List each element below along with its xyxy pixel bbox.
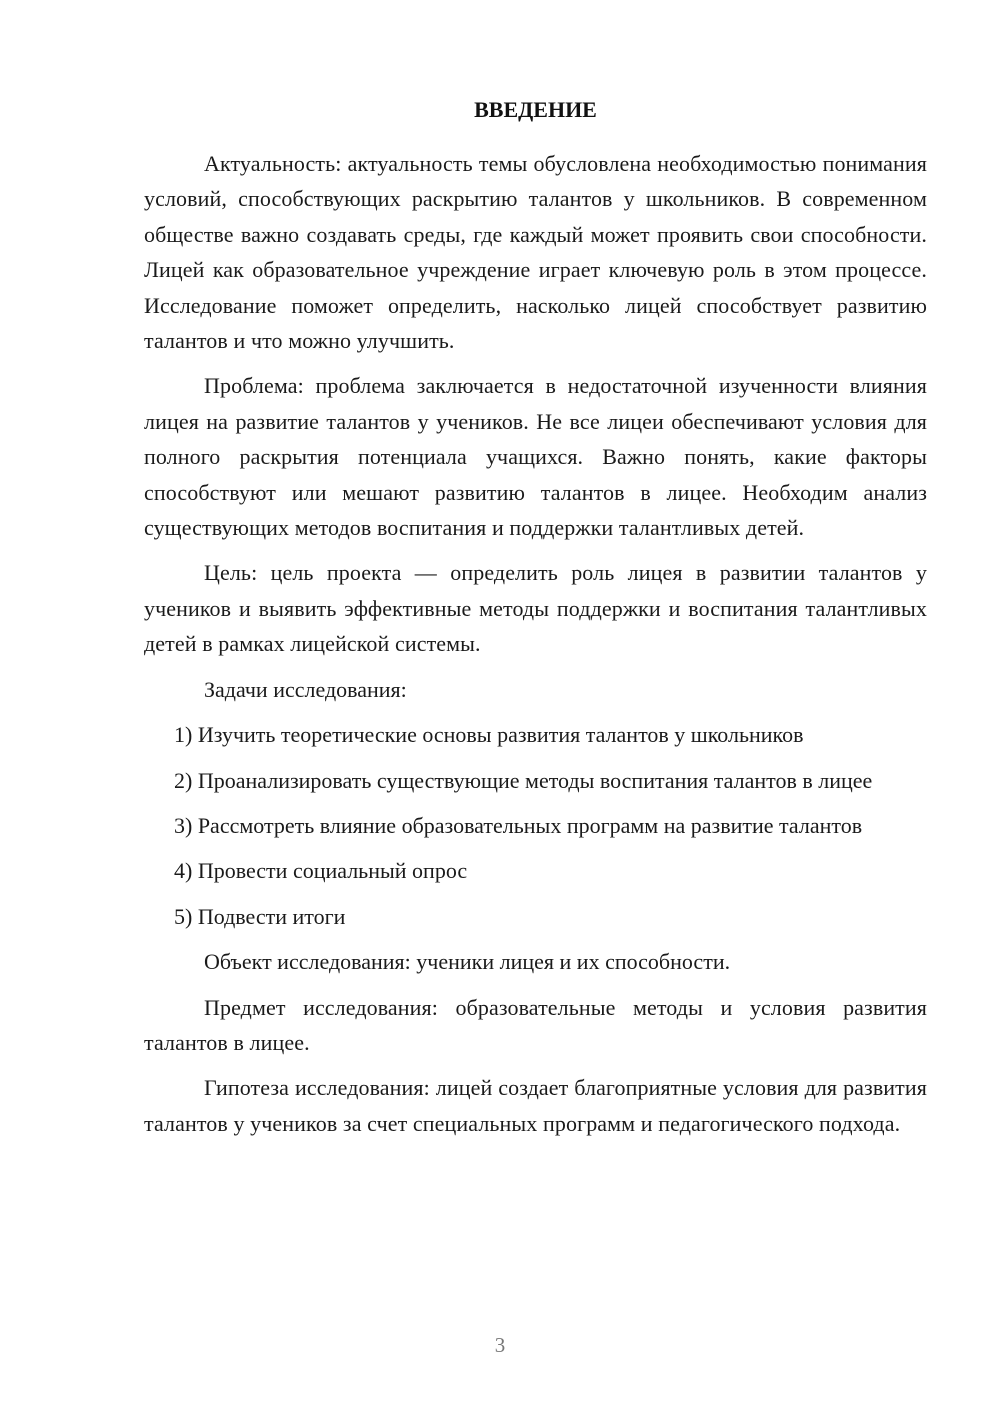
paragraph-problem: Проблема: проблема заключается в недостаточной изученности влияния лицея на развитие талантов у учеников. Не все лицеи обеспечивают условия для полного раскрытия потенциала учащихся. Важно понять, какие факторы способствуют или мешают развитию талантов в лицее. Необходим анализ существующих методов воспитания и поддержки талантливых детей. (144, 373, 927, 541)
task-item-4: 4) Провести социальный опрос (174, 858, 468, 884)
section-title: ВВЕДЕНИЕ (474, 97, 597, 122)
tasks-heading: Задачи исследования: (204, 676, 407, 702)
paragraph-goal: Цель: цель проекта — определить роль лицея в развитии талантов у учеников и выявить эффективные методы поддержки и воспитания талантливых детей в рамках лицейской системы. (144, 560, 927, 657)
paragraph-subject: Предмет исследования: образовательные методы и условия развития талантов в лицее. (144, 994, 927, 1055)
task-item-5: 5) Подвести итоги (174, 903, 346, 929)
task-item-3: 3) Рассмотреть влияние образовательных программ на развитие талантов (174, 812, 863, 838)
document-page (144, 94, 927, 1151)
paragraph-relevance: Актуальность: актуальность темы обусловлена необходимостью понимания условий, способствующих раскрытию талантов у школьников. В современном обществе важно создавать среды, где каждый может проявить свои способности. Лицей как образовательное учреждение играет ключевую роль в этом процессе. Исследование поможет определить, насколько лицей способствует развитию талантов и что можно улучшить. (144, 151, 927, 354)
paragraph-object: Объект исследования: ученики лицея и их способности. (204, 949, 731, 975)
paragraph-hypothesis: Гипотеза исследования: лицей создает благоприятные условия для развития талантов у учеников за счет специальных программ и педагогического подхода. (144, 1075, 927, 1136)
page-number: 3 (494, 1333, 506, 1357)
task-item-2: 2) Проанализировать существующие методы воспитания талантов в лицее (174, 767, 873, 793)
task-item-1: 1) Изучить теоретические основы развития талантов у школьников (174, 722, 804, 748)
